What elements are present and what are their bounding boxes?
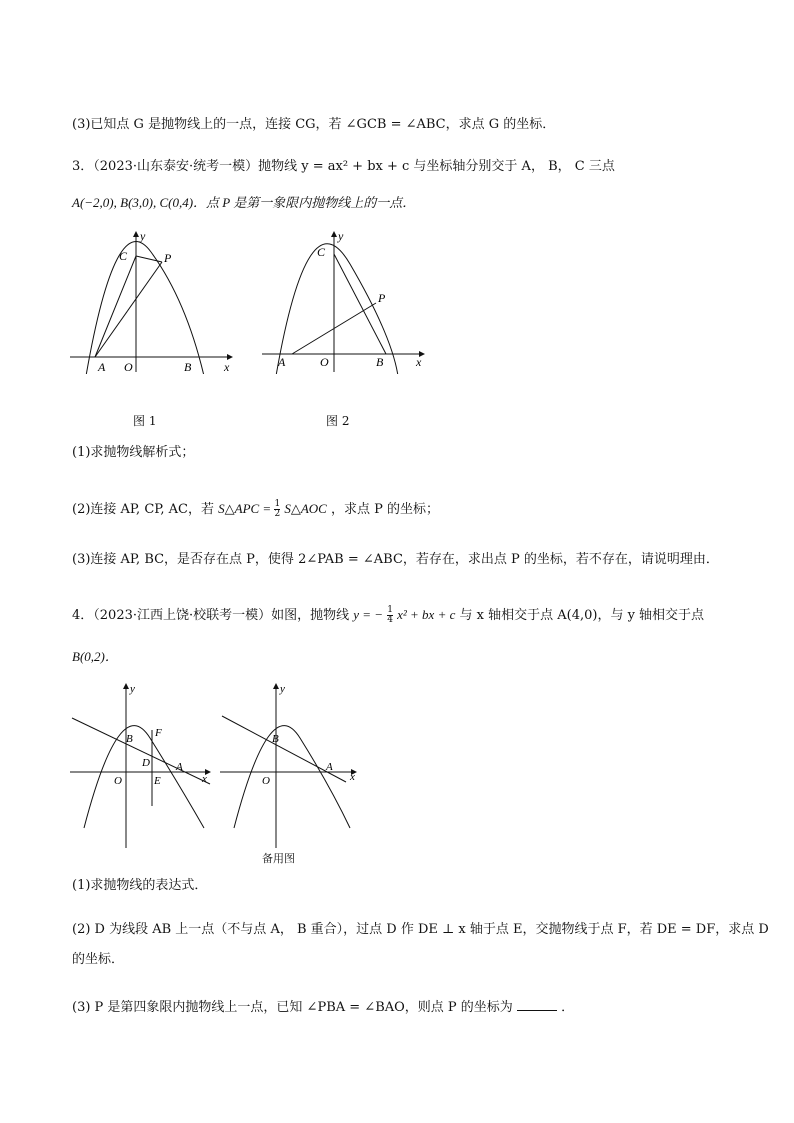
problem4-point-b: B(0,2)． — [72, 649, 118, 664]
p4-header-pre: 4．（2023·江西上饶·校联考一模）如图，抛物线 — [72, 608, 350, 623]
label-a: A — [278, 355, 286, 369]
label-o: O — [262, 775, 270, 787]
parabola — [86, 242, 204, 374]
q2-eq-left: S△APC = — [218, 501, 275, 516]
problem3-fig1-caption: 图 1 — [133, 414, 157, 428]
problem4-header — [72, 606, 704, 625]
label-b: B — [272, 733, 279, 745]
segment-ac — [95, 256, 136, 357]
label-a: A — [98, 360, 106, 374]
q2-post: ，求点 P 的坐标； — [330, 502, 439, 517]
segment-cp — [136, 256, 162, 262]
q3-pre: (3) P 是第四象限内抛物线上一点，已知 ∠PBA = ∠BAO，则点 P 的坐标为 — [72, 1000, 513, 1015]
label-d: D — [142, 757, 150, 769]
label-b: B — [184, 360, 192, 374]
label-c: C — [119, 249, 128, 263]
label-y: y — [140, 229, 146, 243]
label-y: y — [338, 229, 344, 243]
label-y: y — [280, 683, 285, 695]
problem4-figure-spare — [214, 680, 364, 850]
problem4-q2-line2: 的坐标． — [72, 952, 125, 967]
p4-header-post: 与 x 轴相交于点 A(4,0)，与 y 轴相交于点 — [459, 608, 705, 623]
parabola — [234, 726, 350, 828]
label-a: A — [176, 761, 183, 773]
label-p: P — [378, 291, 386, 305]
problem3-figure-1 — [66, 224, 241, 374]
label-c: C — [317, 245, 326, 259]
problem3-header: 3．（2023·山东泰安·统考一模）抛物线 y = ax² + bx + c 与坐标轴分别交于 A， B， C 三点 — [72, 159, 615, 174]
label-e: E — [154, 775, 161, 787]
answer-blank[interactable] — [517, 998, 557, 1011]
label-x: x — [350, 771, 355, 783]
q2-fraction: $\frac{1}{2}$ — [274, 499, 281, 519]
problem3-q2 — [72, 500, 439, 519]
q3-post: ． — [561, 1000, 575, 1015]
label-x: x — [202, 773, 207, 785]
problem-part-3: (3)已知点 G 是抛物线上的一点，连接 CG，若 ∠GCB = ∠ABC，求点 G 的坐标． — [72, 117, 556, 132]
q2-pre: (2)连接 AP, CP, AC，若 — [72, 502, 214, 517]
p4-eq-left: y = − — [353, 607, 384, 622]
label-a: A — [326, 761, 333, 773]
label-p: P — [164, 251, 172, 265]
label-o: O — [114, 775, 122, 787]
label-o: O — [320, 355, 329, 369]
problem3-q3: (3)连接 AP, BC，是否存在点 P，使得 2∠PAB = ∠ABC，若存在，求出点 P 的坐标，若不存在，请说明理由． — [72, 552, 719, 567]
label-o: O — [124, 360, 133, 374]
problem4-spare-caption: 备用图 — [262, 852, 295, 865]
label-b: B — [126, 733, 133, 745]
label-x: x — [224, 360, 230, 374]
label-y: y — [130, 683, 135, 695]
label-b: B — [376, 355, 384, 369]
parabola — [84, 726, 204, 828]
problem4-figure-main — [64, 680, 214, 850]
segment-ap — [95, 262, 162, 357]
p4-eq-right: x² + bx + c — [397, 607, 456, 622]
label-f: F — [155, 727, 162, 739]
p4-fraction: $\frac{1}{4}$ — [387, 605, 393, 625]
problem4-q2-line1: (2) D 为线段 AB 上一点（不与点 A， B 重合），过点 D 作 DE ⊥ x 轴于点 E，交抛物线于点 F，若 DE = DF，求点 D — [72, 922, 769, 937]
q2-eq-right: S△AOC — [284, 501, 327, 516]
problem4-q3 — [72, 998, 574, 1017]
problem3-q1: (1)求抛物线解析式； — [72, 445, 195, 460]
label-x: x — [416, 355, 422, 369]
problem3-fig2-caption: 图 2 — [326, 414, 350, 428]
problem4-q1: (1)求抛物线的表达式． — [72, 878, 208, 893]
problem3-figure-2 — [258, 224, 433, 374]
problem3-points: A(−2,0), B(3,0), C(0,4)．点 P 是第一象限内抛物线上的一点． — [72, 195, 416, 210]
